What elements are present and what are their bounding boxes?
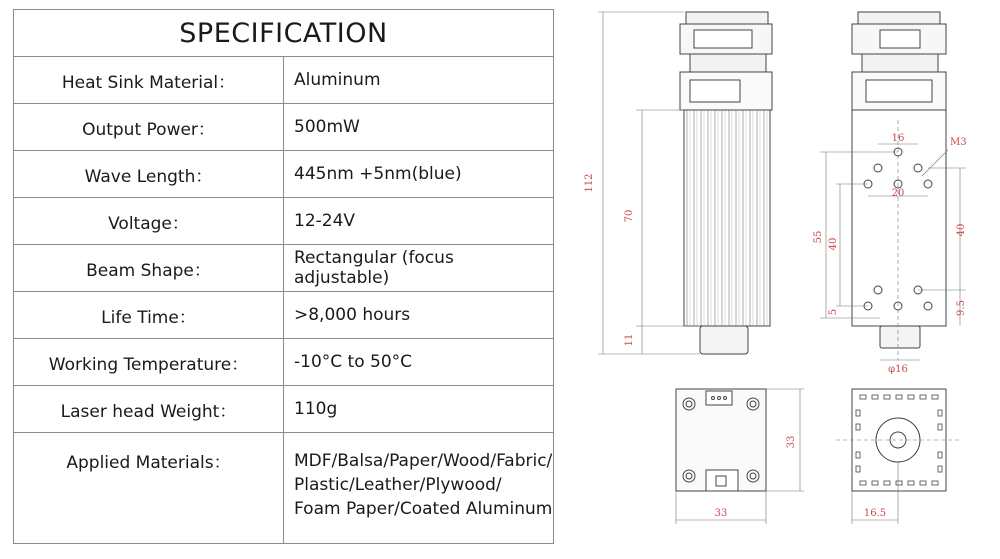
side-fan-lower bbox=[690, 54, 766, 72]
dim-heatsink-height: 70 bbox=[624, 209, 635, 223]
materials-line: MDF/Balsa/Paper/Wood/Fabric/ bbox=[294, 451, 553, 471]
materials-line: Plastic/Leather/Plywood/ bbox=[294, 475, 502, 495]
spec-label: Heat Sink Material： bbox=[14, 57, 284, 104]
front-nozzle bbox=[880, 326, 920, 348]
dim-thread: M3 bbox=[950, 137, 967, 148]
side-fan-window bbox=[694, 30, 752, 48]
dim-plate-height: 33 bbox=[786, 435, 797, 449]
spec-label: Laser head Weight： bbox=[14, 386, 284, 433]
spec-value: 445nm +5nm(blue) bbox=[284, 151, 554, 198]
spec-label: Wave Length： bbox=[14, 151, 284, 198]
power-port bbox=[706, 470, 738, 491]
spec-label: Beam Shape： bbox=[14, 245, 284, 292]
side-fan-blade bbox=[690, 80, 740, 102]
spec-label: Applied Materials： bbox=[14, 433, 284, 544]
spec-label: Voltage： bbox=[14, 198, 284, 245]
dim-hole-top: 16 bbox=[891, 133, 905, 144]
dim-offset: 16.5 bbox=[863, 508, 887, 519]
spec-title: SPECIFICATION bbox=[14, 10, 554, 57]
dim-bottom-9-5: 9.5 bbox=[956, 300, 967, 316]
dim-nozzle-height: 11 bbox=[624, 333, 635, 347]
dim-right-40: 40 bbox=[956, 223, 967, 237]
materials-line: Foam Paper/Coated Aluminum bbox=[294, 499, 553, 519]
front-view bbox=[852, 12, 946, 348]
spec-value: 500mW bbox=[284, 104, 554, 151]
spec-value: Rectangular (focus adjustable) bbox=[284, 245, 554, 292]
dim-bottom-5: 5 bbox=[828, 308, 839, 316]
top-plate-view bbox=[676, 389, 766, 491]
front-fan-window bbox=[880, 30, 920, 48]
front-fan-lower bbox=[862, 54, 938, 72]
dim-nozzle-diameter: φ16 bbox=[888, 364, 908, 375]
dim-body-55: 55 bbox=[813, 230, 824, 244]
spec-label: Life Time： bbox=[14, 292, 284, 339]
spec-label: Working Temperature： bbox=[14, 339, 284, 386]
front-fan-blade bbox=[866, 80, 932, 102]
dim-total-height: 112 bbox=[584, 173, 595, 193]
spec-value: 110g bbox=[284, 386, 554, 433]
front-fan-top bbox=[858, 12, 940, 24]
side-view bbox=[680, 12, 772, 354]
side-nozzle bbox=[700, 326, 748, 354]
spec-value: -10°C to 50°C bbox=[284, 339, 554, 386]
dim-plate-width: 33 bbox=[714, 508, 728, 519]
dim-hole-width: 20 bbox=[891, 188, 905, 199]
spec-label: Output Power： bbox=[14, 104, 284, 151]
side-fan-top bbox=[686, 12, 768, 24]
dim-left-40: 40 bbox=[828, 237, 839, 251]
spec-value: >8,000 hours bbox=[284, 292, 554, 339]
connector bbox=[706, 391, 732, 405]
spec-value: Aluminum bbox=[284, 57, 554, 104]
spec-value: 12-24V bbox=[284, 198, 554, 245]
side-heatsink bbox=[684, 110, 770, 326]
